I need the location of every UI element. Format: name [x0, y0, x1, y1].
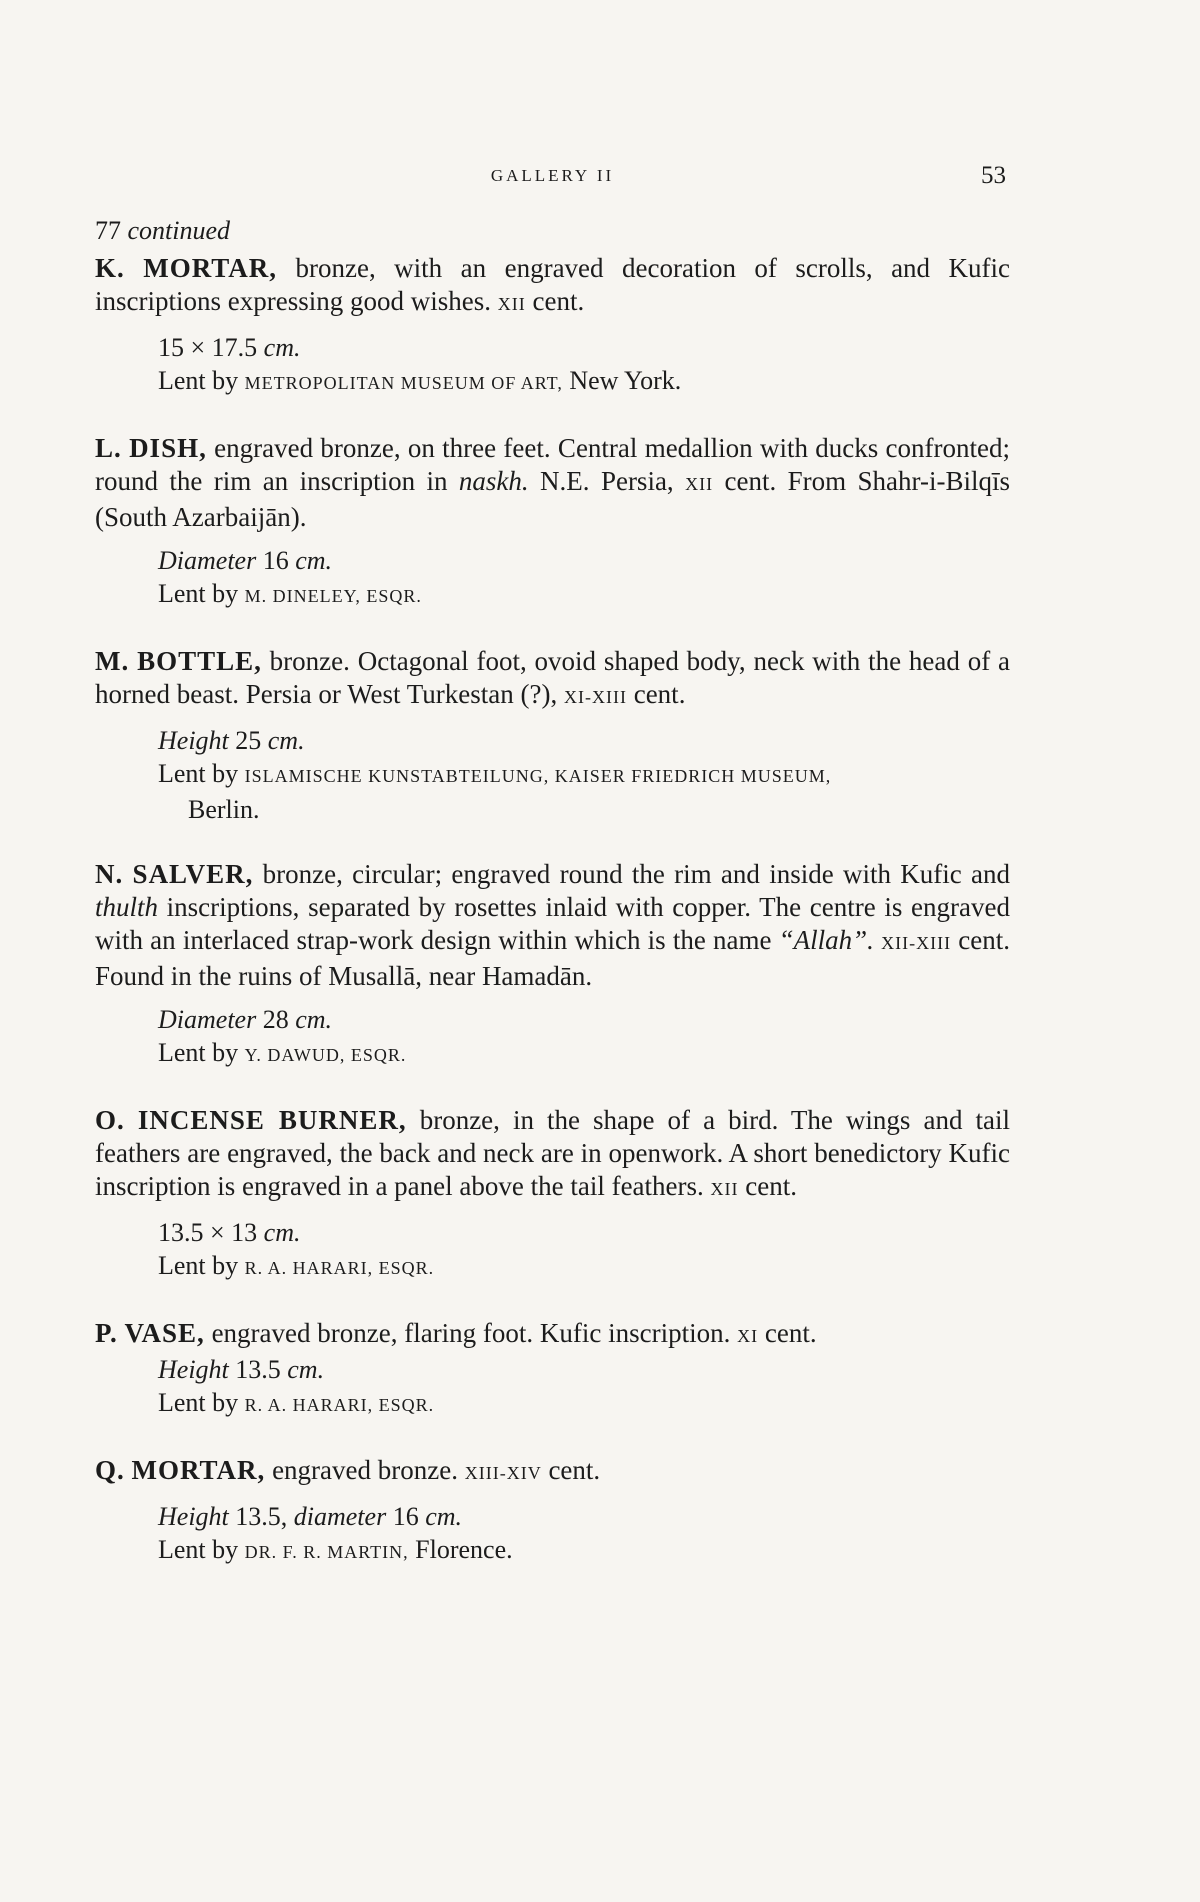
lender-line: Lent by DR. F. R. MARTIN, Florence. [158, 1535, 513, 1564]
entry-description: Q. MORTAR, engraved bronze. XIII-XIV cent. [95, 1455, 601, 1485]
entry-description: P. VASE, engraved bronze, flaring foot. Kufic inscription. XI cent. [95, 1318, 817, 1348]
page-header [95, 160, 1010, 200]
dimensions: Diameter 28 cm. [158, 1005, 333, 1034]
century: XII-XIII [881, 933, 952, 953]
century: XII [497, 294, 526, 314]
catalogue-number: 77 [95, 216, 121, 245]
entry-q [95, 1454, 1010, 1569]
entry-title: MORTAR, [131, 1455, 266, 1485]
lender-line: Lent by METROPOLITAN MUSEUM OF ART, New York. [158, 366, 682, 395]
century: XII [710, 1179, 739, 1199]
lender-name: M. DINELEY, ESQR. [244, 586, 422, 606]
entry-m [95, 645, 1010, 826]
century: XI-XIII [564, 687, 627, 707]
lender-name: METROPOLITAN MUSEUM OF ART, [244, 373, 563, 393]
entry-n [95, 858, 1010, 1072]
entry-title: DISH, [129, 433, 207, 463]
entry-description: K. MORTAR, bronze, with an engraved decoration of scrolls, and Kufic inscriptions expressing good wishes. XII cent. [95, 253, 1010, 316]
entry-k [95, 252, 1010, 400]
entry-description: M. BOTTLE, bronze. Octagonal foot, ovoid shaped body, neck with the head of a horned beast. Persia or West Turkestan (?), XI-XIII cent. [95, 646, 1011, 709]
catalogue-page [95, 160, 1010, 1601]
entry-title: INCENSE BURNER, [137, 1105, 407, 1135]
century: XI [737, 1326, 759, 1346]
entry-letter: N. [95, 859, 124, 889]
lender-name: Y. DAWUD, ESQR. [244, 1045, 407, 1065]
entry-description: L. DISH, engraved bronze, on three feet. Central medallion with ducks confronted; round the rim an inscription in naskh. N.E. Persia, XII cent. From Shahr-i-Bilqīs (South Azarbaijān). [95, 433, 1010, 532]
entry-letter: L. [95, 433, 122, 463]
lender-name: R. A. HARARI, ESQR. [244, 1395, 435, 1415]
lender-place: Berlin. [188, 795, 260, 824]
entry-description: N. SALVER, bronze, circular; engraved round the rim and inside with Kufic and thulth inscriptions, separated by rosettes inlaid with copper. The centre is engraved with an interlaced strap-work design within which is the name “Allah”. XII-XIII cent. Found in the ruins of Musallā, near Hamadān. [95, 859, 1011, 991]
entry-letter: O. [95, 1105, 125, 1135]
dimensions: 15 × 17.5 cm. [158, 333, 301, 362]
entry-p [95, 1317, 1010, 1422]
dimensions: 13.5 × 13 cm. [158, 1218, 301, 1247]
entry-title: SALVER, [132, 859, 254, 889]
running-head: GALLERY II [490, 166, 615, 185]
lender-name: DR. F. R. MARTIN, [244, 1542, 409, 1562]
century: XIII-XIV [464, 1463, 542, 1483]
century: XII [685, 474, 714, 494]
entry-letter: K. [95, 253, 125, 283]
dimensions: Diameter 16 cm. [158, 546, 333, 575]
page-number: 53 [981, 162, 1006, 189]
lender-name: R. A. HARARI, ESQR. [244, 1258, 435, 1278]
entry-description: O. INCENSE BURNER, bronze, in the shape of a bird. The wings and tail feathers are engraved, the back and neck are in openwork. A short benedictory Kufic inscription is engraved in a panel above the tail feathers. XII cent. [95, 1105, 1010, 1201]
lender-line: Lent by R. A. HARARI, ESQR. [158, 1388, 435, 1417]
entry-title: BOTTLE, [137, 646, 262, 676]
lender-line: Lent by Y. DAWUD, ESQR. [158, 1038, 407, 1067]
entry-l [95, 432, 1010, 613]
lender-line: Lent by M. DINELEY, ESQR. [158, 579, 422, 608]
dimensions: Height 25 cm. [158, 726, 305, 755]
continued-line [95, 216, 1010, 246]
dimensions: Height 13.5 cm. [158, 1355, 325, 1384]
entry-title: VASE, [124, 1318, 205, 1348]
continued-label: continued [127, 216, 231, 245]
entry-letter: M. [95, 646, 130, 676]
entry-o [95, 1104, 1010, 1285]
entry-title: MORTAR, [143, 253, 278, 283]
dimensions: Height 13.5, diameter 16 cm. [158, 1502, 463, 1531]
lender-line: Lent by ISLAMISCHE KUNSTABTEILUNG, KAISER FRIEDRICH MUSEUM, Berlin. [158, 757, 1010, 826]
entry-letter: P. [95, 1318, 118, 1348]
entry-letter: Q. [95, 1455, 125, 1485]
lender-name: ISLAMISCHE KUNSTABTEILUNG, KAISER FRIEDRICH MUSEUM, [244, 766, 832, 786]
lender-line: Lent by R. A. HARARI, ESQR. [158, 1251, 435, 1280]
